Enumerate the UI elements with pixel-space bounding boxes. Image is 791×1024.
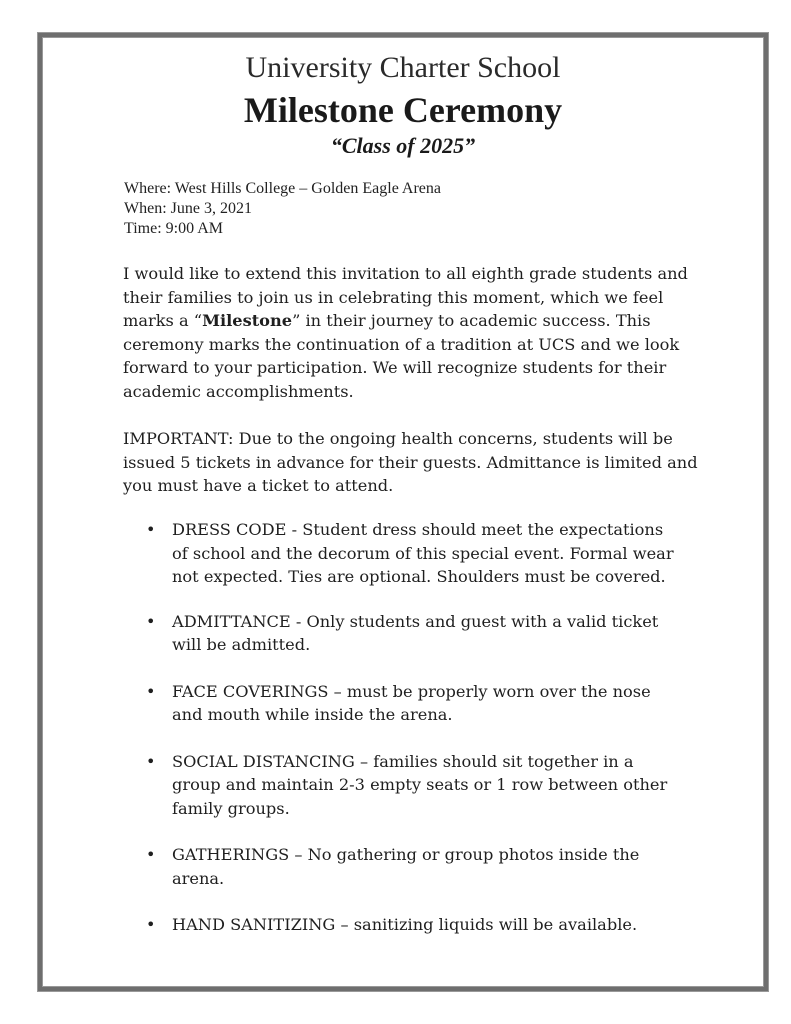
rules-list <box>142 518 682 960</box>
invitation-paragraph <box>123 262 703 403</box>
list-item <box>142 610 682 657</box>
bullet-icon: • <box>146 611 156 631</box>
document-border-frame <box>38 33 768 991</box>
bullet-icon: • <box>146 915 156 934</box>
rule-face-coverings: FACE COVERINGS – must be properly worn over the nose and mouth while inside the arena. <box>172 681 651 724</box>
list-item <box>142 518 682 589</box>
invitation-text-end: ” in their journey to academic success. This ceremony marks the continuation of a tradition at UCS and we look forward to your participation. We will recognize students for their academic accomplishments. <box>123 311 680 401</box>
rule-hand-sanitizing: HAND SANITIZING – sanitizing liquids will be available. <box>172 915 638 934</box>
list-item <box>142 750 682 821</box>
event-location: Where: West Hills College – Golden Eagle Arena <box>124 180 441 197</box>
bullet-icon: • <box>146 845 156 864</box>
event-date: When: June 3, 2021 <box>124 200 252 217</box>
list-item <box>142 913 682 937</box>
bullet-icon: • <box>146 520 156 539</box>
list-item <box>142 843 682 890</box>
bullet-icon: • <box>146 751 156 771</box>
list-item <box>142 680 682 727</box>
rule-gatherings: GATHERINGS – No gathering or group photos inside the arena. <box>172 845 640 888</box>
invitation-text-start: I would like to extend this invitation to all eighth grade students and their families to join us in celebrating this moment, which we feel marks a “ <box>123 264 688 330</box>
rule-admittance: ADMITTANCE - Only students and guest with a valid ticket will be admitted. <box>172 611 659 654</box>
event-details <box>124 179 441 239</box>
school-name: University Charter School <box>245 51 561 84</box>
milestone-emphasis: Milestone <box>202 311 293 330</box>
event-time: Time: 9:00 AM <box>124 220 223 237</box>
rule-dress-code: DRESS CODE - Student dress should meet the expectations of school and the decorum of this special event. Formal wear not expected. Ties are optional. Shoulders must be covered. <box>172 520 674 586</box>
rule-social-distancing: SOCIAL DISTANCING – families should sit together in a group and maintain 2-3 empty seats or 1 row between other family groups. <box>172 751 668 818</box>
page-title: Milestone Ceremony <box>243 90 563 130</box>
important-paragraph: IMPORTANT: Due to the ongoing health concerns, students will be issued 5 tickets in advance for their guests. Admittance is limited and you must have a ticket to attend. <box>123 429 698 495</box>
bullet-icon: • <box>146 681 156 701</box>
class-subtitle: “Class of 2025” <box>330 133 476 158</box>
